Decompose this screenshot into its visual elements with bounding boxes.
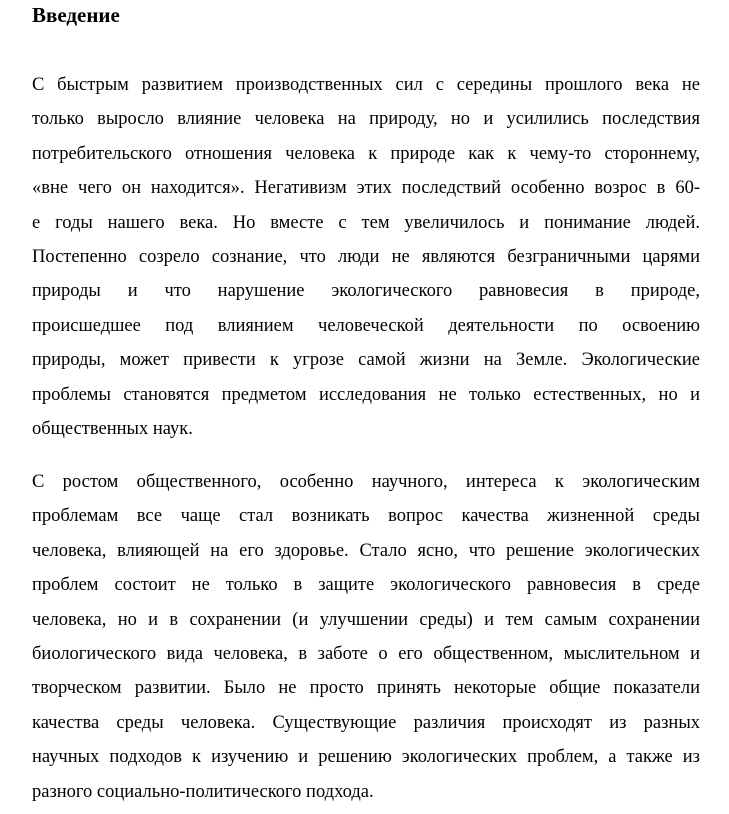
text-line: биологического вида человека, в заботе о его общественном, мыслительном и: [32, 643, 700, 664]
text-line: происшедшее под влиянием человеческой деятельности по освоению: [32, 315, 700, 336]
text-line: научных подходов к изучению и решению экологических проблем, а также из: [32, 747, 700, 768]
text-line: качества среды человека. Существующие различия происходят из разных: [32, 712, 700, 733]
text-line: проблемам все чаще стал возникать вопрос качества жизненной среды: [32, 506, 700, 527]
text-line: Постепенно созрело сознание, что люди не являются безграничными царями: [32, 246, 700, 267]
text-line: проблемы становятся предметом исследования не только естественных, но и: [32, 384, 700, 405]
section-heading: Введение: [32, 3, 120, 27]
text-line: «вне чего он находится». Негативизм этих последствий особенно возрос в 60-: [32, 178, 700, 199]
text-line: человека, влияющей на его здоровье. Стало ясно, что решение экологических: [32, 540, 700, 561]
text-line: человека, но и в сохранении (и улучшении среды) и тем самым сохранении: [32, 609, 700, 630]
text-line: проблем состоит не только в защите экологического равновесия в среде: [32, 575, 700, 596]
text-line: потребительского отношения человека к природе как к чему-то стороннему,: [32, 143, 700, 164]
paragraph-1: [32, 68, 700, 446]
text-line: общественных наук.: [32, 418, 193, 439]
text-line: природы, может привести к угрозе самой жизни на Земле. Экологические: [32, 350, 700, 371]
text-line: только выросло влияние человека на природу, но и усилились последствия: [32, 109, 700, 130]
text-line: природы и что нарушение экологического равновесия в природе,: [32, 281, 700, 302]
text-line: С ростом общественного, особенно научного, интереса к экологическим: [32, 472, 700, 492]
text-line: С быстрым развитием производственных сил с середины прошлого века не: [32, 75, 700, 95]
text-line: творческом развитии. Было не просто принять некоторые общие показатели: [32, 678, 700, 699]
paragraph-2: [32, 465, 700, 809]
text-line: е годы нашего века. Но вместе с тем увеличилось и понимание людей.: [32, 212, 700, 233]
text-line: разного социально-политического подхода.: [32, 781, 374, 802]
